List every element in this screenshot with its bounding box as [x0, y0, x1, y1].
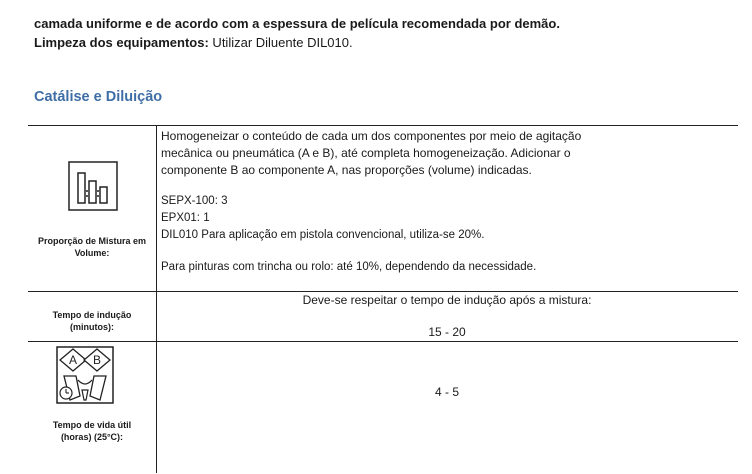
induction-note: Deve-se respeitar o tempo de indução após a mistura:: [302, 293, 592, 307]
section-title: Catálise e Diluição: [34, 89, 163, 105]
mixing-proportion-icon: [68, 161, 118, 216]
pot-life-icon: [56, 346, 114, 409]
pot-life-icon-letter-a: A: [68, 353, 78, 367]
cleaning-text: Utilizar Diluente DIL010.: [208, 35, 353, 50]
pot-life-label-line-2: (horas) (25°C):: [60, 432, 124, 442]
table-row-divider-2: [28, 341, 738, 342]
induction-label-line-1: Tempo de indução: [52, 310, 132, 320]
pot-life-value: 4 - 5: [434, 385, 459, 399]
mixing-text-line-3: componente B ao componente A, nas proporções (volume) indicadas.: [161, 163, 532, 177]
mixing-label: [28, 235, 156, 259]
induction-label: [28, 309, 156, 333]
ratio-thinner: DIL010 Para aplicação em pistola convencional, utiliza-se 20%.: [161, 229, 485, 241]
intro-line-1: camada uniforme e de acordo com a espessura de película recomendada por demão.: [34, 16, 560, 31]
mixing-text-line-2: mecânica ou pneumática (A e B), até completa homogeneização. Adicionar o: [161, 146, 571, 160]
mixing-label-line-2: Volume:: [74, 248, 110, 258]
induction-value: 15 - 20: [428, 325, 466, 339]
mixing-instructions: [161, 128, 581, 179]
mixing-label-line-1: Proporção de Mistura em: [37, 236, 147, 246]
mixing-ratios: [161, 193, 484, 244]
ratio-component-b: EPX01: 1: [161, 212, 210, 224]
mixing-text-line-1: Homogeneizar o conteúdo de cada um dos componentes por meio de agitação: [161, 129, 582, 143]
pot-life-label-line-1: Tempo de vida útil: [52, 420, 132, 430]
brush-note: Para pinturas com trincha ou rolo: até 10%, dependendo da necessidade.: [161, 261, 537, 273]
ratio-component-a: SEPX-100: 3: [161, 195, 228, 207]
cleaning-label: Limpeza dos equipamentos:: [34, 35, 209, 50]
intro-line-2: [34, 33, 734, 52]
induction-label-line-2: (minutos):: [70, 322, 114, 332]
pot-life-label: [28, 419, 156, 443]
intro-paragraph: [34, 14, 734, 52]
catalysis-table: [28, 125, 738, 473]
table-row-divider-1: [28, 291, 738, 292]
table-border-top: [28, 125, 738, 126]
pot-life-icon-letter-b: B: [92, 353, 102, 367]
